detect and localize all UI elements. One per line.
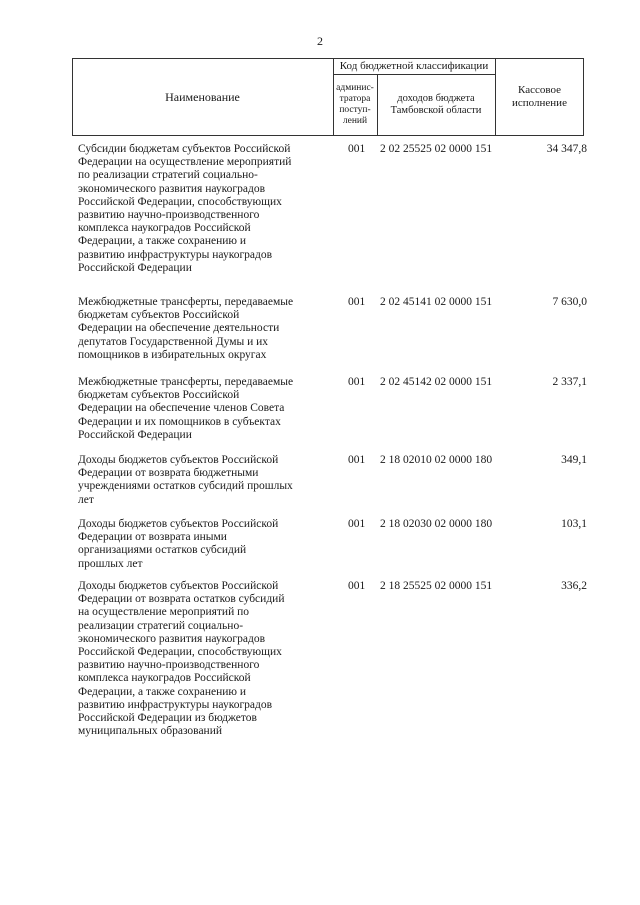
header-income: доходов бюджета Тамбовской области bbox=[390, 93, 482, 116]
row-name: Межбюджетные трансферты, передаваемые бюджетам субъектов Российской Федерации на обеспечение деятельности депутатов Государственной Думы и их помощников в избирательных округах bbox=[78, 296, 294, 361]
row-name: Доходы бюджетов субъектов Российской Федерации от возврата бюджетными учреждениями остатков субсидий прошлых лет bbox=[78, 454, 293, 506]
row-name: Межбюджетные трансферты, передаваемые бюджетам субъектов Российской Федерации на обеспечение членов Совета Федерации и их помощников в субъектах Российской Федерации bbox=[78, 376, 294, 441]
row-amount: 7 630,0 bbox=[552, 296, 587, 308]
row-income-code: 2 02 45142 02 0000 151 bbox=[380, 376, 493, 388]
row-amount: 34 347,8 bbox=[546, 143, 587, 155]
row-admin-code: 001 bbox=[348, 376, 366, 388]
row-admin-code: 001 bbox=[348, 518, 366, 530]
row-amount: 336,2 bbox=[561, 580, 587, 592]
header-admin: админис- тратора поступ- лений bbox=[336, 83, 374, 126]
header-border-right bbox=[583, 58, 584, 136]
page-number: 2 bbox=[317, 34, 323, 48]
row-admin-code: 001 bbox=[348, 296, 366, 308]
header-code-group bbox=[333, 58, 495, 136]
header-divider-code bbox=[495, 58, 496, 136]
header-divider-name bbox=[333, 58, 334, 136]
header-divider-admin bbox=[377, 74, 378, 136]
header-border-bottom bbox=[72, 135, 584, 136]
row-name: Доходы бюджетов субъектов Российской Федерации от возврата остатков субсидий на осуществление мероприятий по реализации стратегий социально- экономического развития наукоградов Российской Федерации, способствующих развитию научно-производственного комплекса наукоградов Российской Федерации, а также сохранению и развитию инфраструктуры наукоградов Российской Федерации из бюджетов муниципальных образований bbox=[78, 580, 285, 738]
header-border-left bbox=[72, 58, 73, 136]
row-income-code: 2 18 25525 02 0000 151 bbox=[380, 580, 493, 592]
header-cash: Кассовое исполнение bbox=[512, 84, 567, 109]
header-code-divider bbox=[333, 74, 495, 75]
row-income-code: 2 18 02030 02 0000 180 bbox=[380, 518, 493, 530]
row-admin-code: 001 bbox=[348, 143, 366, 155]
row-admin-code: 001 bbox=[348, 454, 366, 466]
header-name: Наименование bbox=[165, 89, 240, 104]
row-name: Доходы бюджетов субъектов Российской Федерации от возврата иными организациями остатков субсидий прошлых лет bbox=[78, 518, 279, 570]
row-amount: 2 337,1 bbox=[552, 376, 587, 388]
row-income-code: 2 18 02010 02 0000 180 bbox=[380, 454, 493, 466]
row-amount: 103,1 bbox=[561, 518, 587, 530]
header-border-top bbox=[72, 58, 584, 59]
row-name: Субсидии бюджетам субъектов Российской Федерации на осуществление мероприятий по реализации стратегий социально- экономического развития наукоградов Российской Федерации, способствующих развитию научно-производственного комплекса наукоградов Российской Федерации, а также сохранению и развитию инфраструктуры наукоградов Российской Федерации bbox=[78, 143, 292, 274]
table-header bbox=[72, 58, 584, 136]
header-code-title: Код бюджетной классификации bbox=[339, 60, 489, 72]
row-income-code: 2 02 25525 02 0000 151 bbox=[380, 143, 493, 155]
row-amount: 349,1 bbox=[561, 454, 587, 466]
row-income-code: 2 02 45141 02 0000 151 bbox=[380, 296, 493, 308]
row-admin-code: 001 bbox=[348, 580, 366, 592]
